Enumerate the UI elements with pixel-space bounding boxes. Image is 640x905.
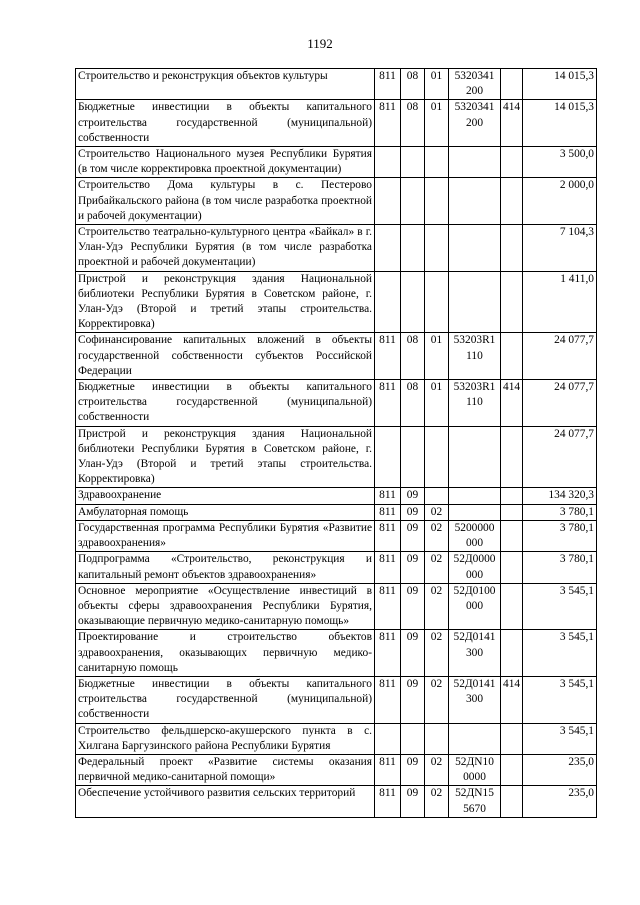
expense-type-code	[501, 178, 523, 225]
amount: 7 104,3	[523, 225, 597, 272]
section-code	[401, 723, 425, 754]
subsection-code: 02	[425, 583, 449, 630]
row-name: Бюджетные инвестиции в объекты капитального строительства государственной (муниципальной) собственности	[76, 100, 375, 147]
admin-code: 811	[375, 552, 401, 583]
row-name: Строительство Национального музея Республики Бурятия (в том числе корректировка проектной документации)	[76, 147, 375, 178]
table-row	[76, 676, 597, 723]
section-code	[401, 271, 425, 333]
admin-code	[375, 178, 401, 225]
target-article-code: 52Д0100 000	[449, 583, 501, 630]
section-code: 08	[401, 69, 425, 100]
expense-type-code	[501, 552, 523, 583]
table-row	[76, 488, 597, 504]
amount: 3 500,0	[523, 147, 597, 178]
admin-code	[375, 426, 401, 488]
table-row	[76, 147, 597, 178]
table-row	[76, 552, 597, 583]
admin-code	[375, 271, 401, 333]
expense-type-code: 414	[501, 100, 523, 147]
section-code: 09	[401, 630, 425, 677]
table-row	[76, 333, 597, 380]
row-name: Обеспечение устойчивого развития сельских территорий	[76, 786, 375, 817]
target-article-code: 5200000 000	[449, 520, 501, 551]
target-article-code: 52ДN10 0000	[449, 754, 501, 785]
subsection-code	[425, 147, 449, 178]
admin-code: 811	[375, 69, 401, 100]
row-name: Проектирование и строительство объектов здравоохранения, оказывающих первичную медико-санитарную помощь	[76, 630, 375, 677]
amount: 134 320,3	[523, 488, 597, 504]
subsection-code	[425, 225, 449, 272]
amount: 24 077,7	[523, 333, 597, 380]
target-article-code	[449, 178, 501, 225]
expense-type-code	[501, 786, 523, 817]
amount: 14 015,3	[523, 69, 597, 100]
amount: 2 000,0	[523, 178, 597, 225]
admin-code: 811	[375, 520, 401, 551]
amount: 3 780,1	[523, 504, 597, 520]
row-name: Федеральный проект «Развитие системы оказания первичной медико-санитарной помощи»	[76, 754, 375, 785]
subsection-code: 01	[425, 333, 449, 380]
budget-table	[75, 68, 597, 818]
admin-code: 811	[375, 754, 401, 785]
expense-type-code	[501, 426, 523, 488]
target-article-code: 5320341 200	[449, 69, 501, 100]
subsection-code: 02	[425, 754, 449, 785]
expense-type-code	[501, 333, 523, 380]
expense-type-code	[501, 504, 523, 520]
section-code	[401, 426, 425, 488]
expense-type-code: 414	[501, 380, 523, 427]
target-article-code	[449, 147, 501, 178]
admin-code	[375, 225, 401, 272]
section-code: 09	[401, 754, 425, 785]
subsection-code	[425, 488, 449, 504]
amount: 235,0	[523, 754, 597, 785]
amount: 3 780,1	[523, 552, 597, 583]
admin-code: 811	[375, 380, 401, 427]
target-article-code	[449, 225, 501, 272]
row-name: Строительство театрально-культурного центра «Байкал» в г. Улан-Удэ Республики Бурятия (в том числе разработка проектной и рабочей документации)	[76, 225, 375, 272]
row-name: Здравоохранение	[76, 488, 375, 504]
section-code	[401, 147, 425, 178]
table-row	[76, 100, 597, 147]
table-row	[76, 504, 597, 520]
amount: 3 545,1	[523, 583, 597, 630]
admin-code: 811	[375, 333, 401, 380]
subsection-code: 02	[425, 676, 449, 723]
admin-code: 811	[375, 100, 401, 147]
amount: 3 780,1	[523, 520, 597, 551]
table-row	[76, 786, 597, 817]
table-row	[76, 380, 597, 427]
row-name: Пристрой и реконструкция здания Национальной библиотеки Республики Бурятия в Советском районе, г. Улан-Удэ (Второй и третий этапы строительства. Корректировка)	[76, 426, 375, 488]
admin-code	[375, 147, 401, 178]
admin-code: 811	[375, 583, 401, 630]
row-name: Бюджетные инвестиции в объекты капитального строительства государственной (муниципальной) собственности	[76, 676, 375, 723]
row-name: Государственная программа Республики Бурятия «Развитие здравоохранения»	[76, 520, 375, 551]
section-code	[401, 225, 425, 272]
subsection-code: 02	[425, 552, 449, 583]
table-row	[76, 69, 597, 100]
subsection-code	[425, 271, 449, 333]
section-code	[401, 178, 425, 225]
subsection-code: 01	[425, 380, 449, 427]
row-name: Строительство фельдшерско-акушерского пункта в с. Хилгана Баргузинского района Республики Бурятия	[76, 723, 375, 754]
admin-code: 811	[375, 488, 401, 504]
table-row	[76, 583, 597, 630]
subsection-code: 02	[425, 520, 449, 551]
target-article-code	[449, 271, 501, 333]
expense-type-code	[501, 488, 523, 504]
subsection-code	[425, 178, 449, 225]
expense-type-code	[501, 271, 523, 333]
subsection-code: 02	[425, 504, 449, 520]
section-code: 09	[401, 786, 425, 817]
expense-type-code	[501, 225, 523, 272]
section-code: 08	[401, 333, 425, 380]
amount: 3 545,1	[523, 630, 597, 677]
amount: 3 545,1	[523, 676, 597, 723]
expense-type-code	[501, 754, 523, 785]
target-article-code: 52Д0000 000	[449, 552, 501, 583]
table-row	[76, 630, 597, 677]
expense-type-code	[501, 69, 523, 100]
row-name: Софинансирование капитальных вложений в объекты государственной собственности субъектов Российской Федерации	[76, 333, 375, 380]
table-row	[76, 225, 597, 272]
target-article-code: 53203R1 110	[449, 380, 501, 427]
row-name: Подпрограмма «Строительство, реконструкция и капитальный ремонт объектов здравоохранения»	[76, 552, 375, 583]
amount: 24 077,7	[523, 380, 597, 427]
table-row	[76, 723, 597, 754]
row-name: Пристрой и реконструкция здания Национальной библиотеки Республики Бурятия в Советском районе, г. Улан-Удэ (Второй и третий этапы строительства. Корректировка)	[76, 271, 375, 333]
row-name: Бюджетные инвестиции в объекты капитального строительства государственной (муниципальной) собственности	[76, 380, 375, 427]
amount: 3 545,1	[523, 723, 597, 754]
table-row	[76, 271, 597, 333]
admin-code: 811	[375, 676, 401, 723]
admin-code: 811	[375, 630, 401, 677]
table-row	[76, 178, 597, 225]
subsection-code: 02	[425, 786, 449, 817]
section-code: 09	[401, 676, 425, 723]
target-article-code: 5320341 200	[449, 100, 501, 147]
section-code: 09	[401, 520, 425, 551]
target-article-code: 52Д0141 300	[449, 676, 501, 723]
expense-type-code	[501, 520, 523, 551]
target-article-code: 52ДN15 5670	[449, 786, 501, 817]
section-code: 08	[401, 100, 425, 147]
expense-type-code	[501, 147, 523, 178]
target-article-code	[449, 488, 501, 504]
section-code: 09	[401, 552, 425, 583]
row-name: Строительство и реконструкция объектов культуры	[76, 69, 375, 100]
row-name: Амбулаторная помощь	[76, 504, 375, 520]
target-article-code: 53203R1 110	[449, 333, 501, 380]
admin-code	[375, 723, 401, 754]
expense-type-code	[501, 583, 523, 630]
table-row	[76, 520, 597, 551]
row-name: Основное мероприятие «Осуществление инвестиций в объекты сферы здравоохранения Республики Бурятия, оказывающие первичную медико-санитарную помощь»	[76, 583, 375, 630]
section-code: 09	[401, 488, 425, 504]
section-code: 09	[401, 583, 425, 630]
page-number: 1192	[307, 36, 333, 51]
target-article-code: 52Д0141 300	[449, 630, 501, 677]
subsection-code: 02	[425, 630, 449, 677]
subsection-code	[425, 426, 449, 488]
target-article-code	[449, 723, 501, 754]
section-code: 08	[401, 380, 425, 427]
table-row	[76, 754, 597, 785]
expense-type-code	[501, 723, 523, 754]
admin-code: 811	[375, 504, 401, 520]
amount: 24 077,7	[523, 426, 597, 488]
row-name: Строительство Дома культуры в с. Пестерово Прибайкальского района (в том числе разработка проектной и рабочей документации)	[76, 178, 375, 225]
subsection-code: 01	[425, 100, 449, 147]
subsection-code	[425, 723, 449, 754]
amount: 1 411,0	[523, 271, 597, 333]
subsection-code: 01	[425, 69, 449, 100]
expense-type-code	[501, 630, 523, 677]
amount: 14 015,3	[523, 100, 597, 147]
section-code: 09	[401, 504, 425, 520]
admin-code: 811	[375, 786, 401, 817]
target-article-code	[449, 426, 501, 488]
expense-type-code: 414	[501, 676, 523, 723]
table-row	[76, 426, 597, 488]
amount: 235,0	[523, 786, 597, 817]
target-article-code	[449, 504, 501, 520]
